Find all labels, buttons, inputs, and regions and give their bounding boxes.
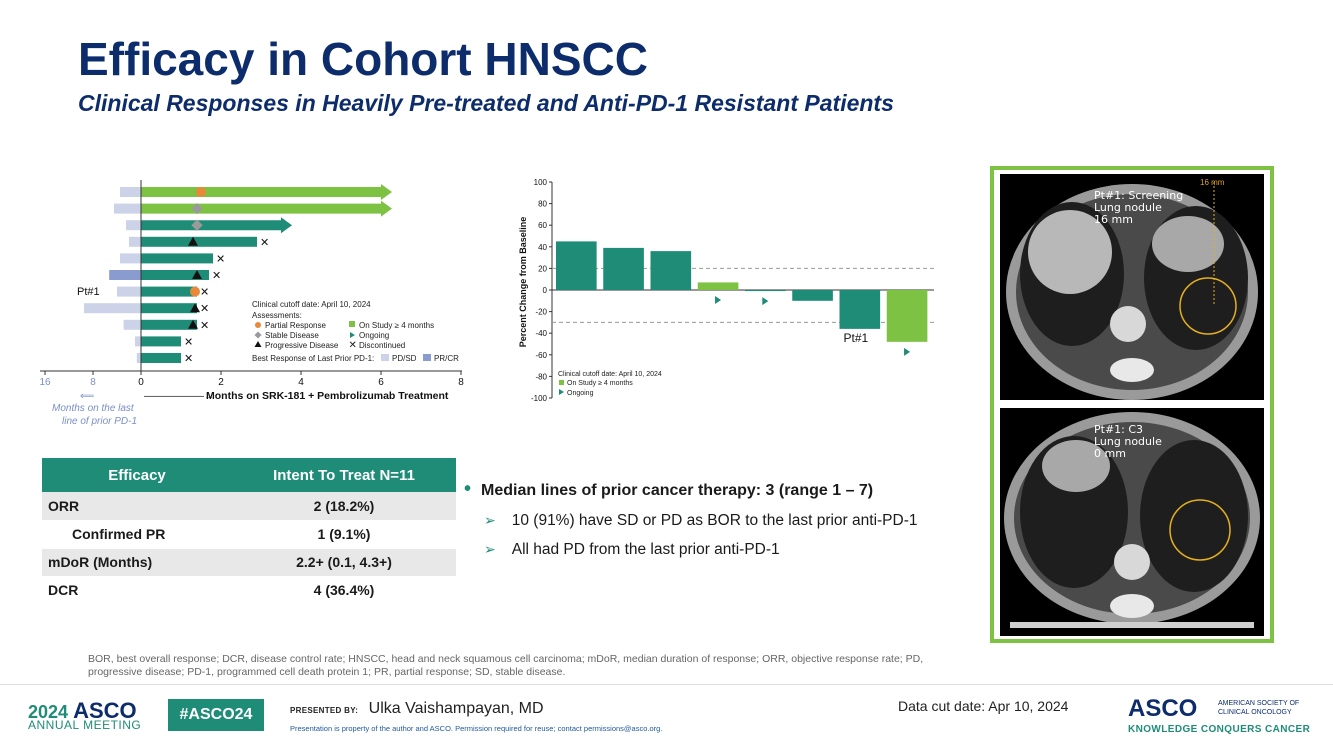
- legend-pd-marker: [255, 341, 262, 347]
- asco-logo-line1: AMERICAN SOCIETY OF: [1218, 700, 1300, 707]
- wf-y-tick-label: 80: [538, 199, 547, 209]
- ct-screening-line1: Pt#1: Screening: [1094, 189, 1184, 202]
- waterfall-pt1-annotation: Pt#1: [843, 330, 869, 345]
- treatment-bar-ongoing: [141, 184, 392, 200]
- discontinued-marker: ✕: [184, 336, 194, 349]
- legend-ongoing: Ongoing: [359, 331, 390, 340]
- treatment-bar: [141, 336, 181, 346]
- table-row-label: mDoR (Months): [42, 548, 232, 576]
- swimmer-xlabel-right: Months on SRK-181 + Pembrolizumab Treatment: [206, 390, 449, 402]
- swimmer-pt-label: Pt#1: [77, 286, 100, 298]
- table-row-value: 2 (18.2%): [232, 492, 456, 520]
- footer-divider: [0, 684, 1333, 685]
- prior-therapy-bar: [109, 270, 141, 280]
- prior-therapy-bar: [84, 303, 141, 313]
- ct-image-screening: [1000, 174, 1264, 400]
- prior-therapy-bar: [137, 353, 141, 363]
- legend-sd: Stable Disease: [265, 331, 319, 340]
- waterfall-bar: [792, 290, 833, 301]
- asco-logo-line2: CLINICAL ONCOLOGY: [1218, 709, 1292, 716]
- ct-screening-line3: 16 mm: [1094, 213, 1133, 226]
- swimmer-tick-label-left: 8: [90, 377, 96, 388]
- ct-screening-line2: Lung nodule: [1094, 201, 1162, 214]
- wf-y-tick-label: -100: [530, 394, 547, 403]
- swimmer-tick-label: 2: [218, 377, 224, 388]
- treatment-bar: [141, 253, 213, 263]
- prior-therapy-bar: [114, 204, 141, 214]
- ct-screening-label: [1094, 190, 1183, 226]
- treatment-bar: [141, 353, 181, 363]
- legend-pdsd-marker: [381, 354, 389, 361]
- waterfall-chart: [508, 168, 948, 408]
- waterfall-ylabel: Percent Change from Baseline: [518, 216, 528, 348]
- table-header-itt: Intent To Treat N=11: [232, 458, 456, 492]
- discontinued-marker: ✕: [200, 303, 210, 316]
- wf-y-tick-label: -40: [535, 329, 547, 339]
- property-notice: Presentation is property of the author and ASCO. Permission required for reuse; contact permissions@asco.org.: [290, 724, 663, 733]
- arrow-bullet-icon: ➢: [484, 512, 496, 528]
- ongoing-marker: [715, 296, 721, 304]
- legend-onstudy: On Study ≥ 4 months: [359, 321, 435, 330]
- table-row: [42, 492, 456, 520]
- bullet-sub-1-text: 10 (91%) have SD or PD as BOR to the last prior anti-PD-1: [511, 512, 918, 529]
- ct-scale-label: 16 mm: [1200, 178, 1225, 187]
- prior-therapy-bar: [126, 220, 141, 230]
- ct-c3-label: [1094, 424, 1162, 460]
- wf-legend-cutoff: Clinical cutoff date: April 10, 2024: [558, 371, 662, 378]
- legend-onstudy-marker: [349, 321, 355, 327]
- wf-y-tick-label: -20: [535, 307, 547, 317]
- ongoing-marker: [904, 348, 910, 356]
- bullet-sub-1: [484, 512, 994, 530]
- wf-legend-onstudy: On Study ≥ 4 months: [567, 380, 633, 387]
- wf-y-tick-label: 40: [538, 242, 547, 252]
- prior-therapy-bar: [120, 253, 141, 263]
- asco-tagline: KNOWLEDGE CONQUERS CANCER: [1128, 724, 1311, 735]
- ct-image-c3: [1000, 408, 1264, 636]
- legend-pr: Partial Response: [265, 321, 326, 330]
- asco-logo: ASCO: [1128, 695, 1198, 722]
- discontinued-marker: ✕: [212, 270, 222, 282]
- bullet-main-text: Median lines of prior cancer therapy: 3 (range 1 – 7): [481, 482, 874, 499]
- ct-c3-line2: Lung nodule: [1094, 435, 1162, 448]
- swimmer-legend: [252, 300, 459, 363]
- data-cut-date: Data cut date: Apr 10, 2024: [898, 698, 1069, 714]
- table-row: [42, 576, 456, 604]
- table-row-value: 4 (36.4%): [232, 576, 456, 604]
- table-row-label: ORR: [42, 492, 232, 520]
- treatment-bar: [141, 287, 197, 297]
- discontinued-marker: ✕: [200, 319, 210, 332]
- bullet-sub-2-text: All had PD from the last prior anti-PD-1: [511, 541, 780, 558]
- prior-therapy-bar: [117, 287, 141, 297]
- swimmer-xlabel-left-2: line of prior PD-1: [62, 416, 138, 427]
- swimmer-tick-label: 4: [298, 377, 304, 388]
- legend-sd-marker: [254, 331, 261, 338]
- swimmer-xlabel-left-1: Months on the last: [52, 403, 134, 414]
- efficacy-table: [42, 458, 456, 605]
- prior-therapy-bar: [135, 336, 141, 346]
- swimmer-arrow-right: ——————→: [144, 391, 214, 402]
- hashtag-badge: #ASCO24: [168, 699, 264, 731]
- bullet-sub-2: [484, 541, 994, 559]
- bullet-dot-icon: •: [464, 478, 472, 500]
- swimmer-arrow-left: ⟸: [80, 391, 95, 402]
- waterfall-bar: [840, 290, 881, 329]
- prior-therapy-bar: [129, 237, 141, 247]
- swimmer-tick-label: 6: [378, 377, 384, 388]
- waterfall-bar: [745, 290, 786, 291]
- prior-therapy-bar: [120, 187, 141, 197]
- discontinued-marker: ✕: [216, 253, 226, 266]
- discontinued-marker: ✕: [184, 353, 194, 365]
- presenter-name: Ulka Vaishampayan, MD: [368, 700, 544, 717]
- table-row: [42, 520, 456, 548]
- swimmer-tick-label-left: 16: [39, 377, 51, 388]
- waterfall-bar: [603, 248, 644, 290]
- table-header-efficacy: Efficacy: [42, 458, 232, 492]
- table-row-value: 1 (9.1%): [232, 520, 456, 548]
- meeting-annual: ANNUAL MEETING: [28, 718, 142, 732]
- wf-y-tick-label: 100: [533, 178, 547, 187]
- meeting-year: 2024: [28, 702, 69, 722]
- ct-image-panel: [990, 166, 1274, 643]
- legend-assessments: Assessments:: [252, 311, 302, 320]
- treatment-bar-ongoing: [141, 217, 292, 233]
- legend-pr-marker: [255, 322, 261, 328]
- prior-therapy-bar: [124, 320, 141, 330]
- presenter-line: [290, 700, 544, 718]
- wf-y-tick-label: -80: [535, 372, 547, 382]
- wf-legend-onstudy-marker: [559, 380, 564, 385]
- table-row: [42, 548, 456, 576]
- wf-y-tick-label: 60: [538, 221, 547, 231]
- bullet-main: [464, 478, 994, 501]
- treatment-bar: [141, 303, 197, 313]
- waterfall-bar: [651, 251, 692, 290]
- ct-c3-line1: Pt#1: C3: [1094, 423, 1144, 436]
- legend-cutoff: Clinical cutoff date: April 10, 2024: [252, 300, 371, 309]
- presented-by-label: PRESENTED BY:: [290, 706, 359, 715]
- legend-ongoing-marker: [350, 332, 355, 338]
- legend-prcr: PR/CR: [434, 354, 459, 363]
- wf-y-tick-label: -60: [535, 350, 547, 360]
- discontinued-marker: ✕: [200, 286, 210, 299]
- legend-discontinued: Discontinued: [359, 341, 406, 350]
- footnote: BOR, best overall response; DCR, disease control rate; HNSCC, head and neck squamous cell carcinoma; mDoR, median duration of response; ORR, objective response rate; PD, progressive disease; PD-1, programmed cell death protein 1; PR, partial response; SD, stable disease.: [88, 653, 924, 678]
- partial-response-marker: [190, 287, 200, 297]
- waterfall-legend: [558, 371, 662, 397]
- legend-pdsd: PD/SD: [392, 354, 417, 363]
- wf-legend-ongoing: Ongoing: [567, 390, 594, 397]
- legend-prcr-marker: [423, 354, 431, 361]
- wf-y-tick-label: 20: [538, 264, 547, 274]
- table-row-value: 2.2+ (0.1, 4.3+): [232, 548, 456, 576]
- waterfall-bar: [887, 290, 928, 342]
- waterfall-bar: [556, 241, 597, 290]
- swimmer-tick-label: 8: [458, 377, 464, 388]
- treatment-bar: [141, 237, 257, 247]
- legend-best-prior: Best Response of Last Prior PD-1:: [252, 354, 375, 363]
- meeting-asco: ASCO: [73, 698, 137, 723]
- table-row-label: Confirmed PR: [42, 520, 232, 548]
- wf-legend-ongoing-marker: [559, 389, 564, 395]
- partial-response-marker: [196, 187, 206, 197]
- swimmer-tick-label: 0: [138, 377, 144, 388]
- asco-logo-subtext: [1218, 699, 1299, 717]
- wf-y-tick-label: 0: [542, 286, 547, 295]
- table-row-label: DCR: [42, 576, 232, 604]
- treatment-bar-ongoing: [141, 201, 392, 217]
- arrow-bullet-icon: ➢: [484, 541, 496, 557]
- legend-discontinued-marker: ✕: [348, 340, 357, 351]
- swimmer-plot: [30, 175, 480, 435]
- legend-pd: Progressive Disease: [265, 341, 339, 350]
- discontinued-marker: ✕: [260, 236, 270, 249]
- waterfall-bar: [698, 282, 739, 290]
- ongoing-marker: [762, 297, 768, 305]
- bullet-list: [464, 478, 994, 559]
- slide-title: Efficacy in Cohort HNSCC: [78, 33, 648, 85]
- slide-subtitle: Clinical Responses in Heavily Pre-treated and Anti-PD-1 Resistant Patients: [78, 90, 894, 116]
- ct-c3-line3: 0 mm: [1094, 447, 1126, 460]
